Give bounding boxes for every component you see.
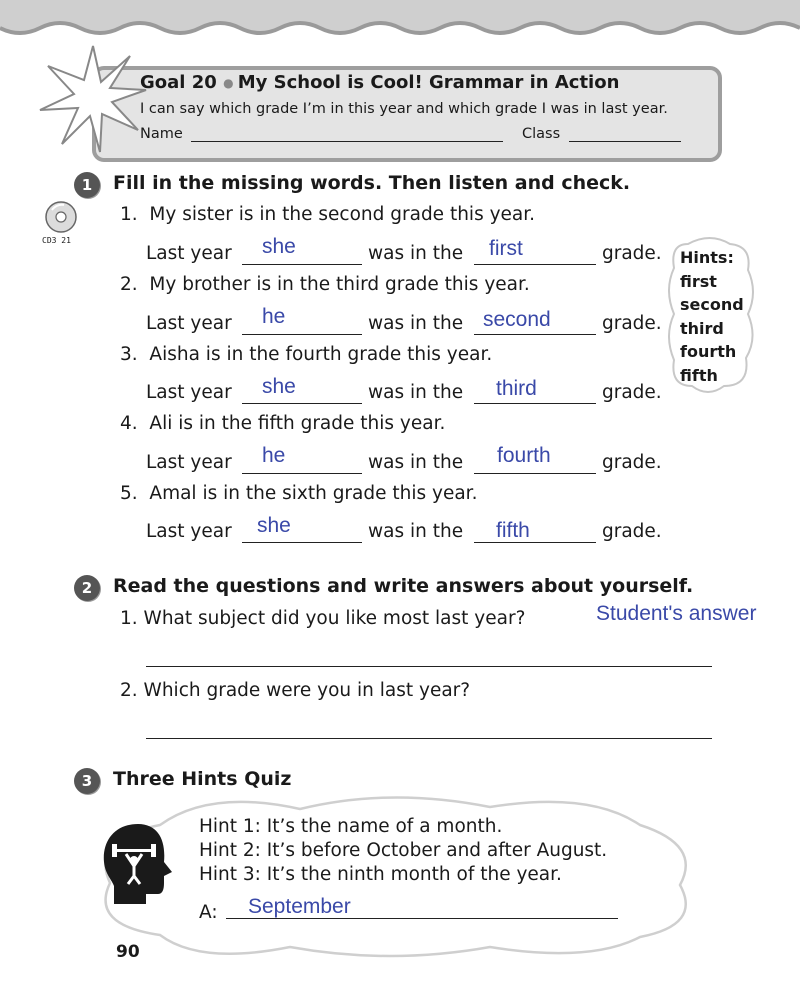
item-4-answer-1: he: [262, 444, 286, 467]
item-1-blank-1[interactable]: [242, 238, 362, 265]
section-number-1: 1: [74, 172, 100, 198]
item-3-answer-2: third: [496, 377, 537, 400]
was-in-the-label: was in the: [368, 521, 464, 542]
grade-label: grade.: [602, 243, 662, 264]
last-year-label: Last year: [146, 521, 232, 542]
last-year-label: Last year: [146, 382, 232, 403]
cd-track-label: CD3 21: [42, 236, 71, 245]
item-5-answer-1: she: [257, 514, 291, 537]
cd-icon: [44, 200, 78, 234]
last-year-label: Last year: [146, 313, 232, 334]
quiz-hint-1: Hint 1: It’s the name of a month.: [199, 816, 503, 837]
question-2-answer-line[interactable]: [146, 712, 712, 739]
was-in-the-label: was in the: [368, 313, 464, 334]
star-burst-icon: [38, 44, 148, 154]
class-label: Class: [522, 126, 561, 142]
name-class-row: [140, 126, 681, 142]
section1-heading: Fill in the missing words. Then listen and check.: [113, 172, 631, 194]
was-in-the-label: was in the: [368, 452, 464, 473]
item-3-sentence: 3. Aisha is in the fourth grade this year.: [120, 344, 493, 365]
hints-list: [680, 246, 744, 387]
item-3-blank-1[interactable]: [242, 377, 362, 404]
item-4-answer-2: fourth: [497, 444, 551, 467]
quiz-hint-2: Hint 2: It’s before October and after August.: [199, 840, 608, 861]
hint-word: second: [680, 295, 744, 314]
item-1-sentence: 1. My sister is in the second grade this year.: [120, 204, 536, 225]
thinking-head-icon: [100, 822, 178, 906]
question-1-answer-line[interactable]: [146, 640, 712, 667]
hints-title: Hints:: [680, 248, 734, 267]
hint-word: third: [680, 318, 724, 338]
page-number: 90: [116, 942, 140, 962]
grade-label: grade.: [602, 452, 662, 473]
section-number-2: 2: [74, 575, 100, 601]
name-label: Name: [140, 126, 183, 142]
item-5-sentence: 5. Amal is in the sixth grade this year.: [120, 483, 478, 504]
quiz-hint-3: Hint 3: It’s the ninth month of the year.: [199, 864, 562, 885]
item-1-answer-1: she: [262, 235, 296, 258]
quiz-answer: September: [248, 895, 351, 918]
last-year-label: Last year: [146, 452, 232, 473]
class-field[interactable]: [569, 141, 681, 142]
item-2-sentence: 2. My brother is in the third grade this year.: [120, 274, 530, 295]
hint-word: fourth: [680, 342, 737, 361]
question-1: 1. What subject did you like most last year?: [120, 608, 526, 629]
item-2-blank-1[interactable]: [242, 308, 362, 335]
grade-label: grade.: [602, 382, 662, 403]
item-5-answer-2: fifth: [496, 519, 530, 542]
grade-label: grade.: [602, 521, 662, 542]
item-5-blank-2[interactable]: [474, 516, 596, 543]
question-1-answer: Student's answer: [596, 602, 757, 625]
was-in-the-label: was in the: [368, 243, 464, 264]
last-year-label: Last year: [146, 243, 232, 264]
item-4-sentence: 4. Ali is in the fifth grade this year.: [120, 413, 446, 434]
item-4-blank-1[interactable]: [242, 447, 362, 474]
goal-subtitle: I can say which grade I’m in this year and which grade I was in last year.: [140, 101, 668, 117]
item-2-answer-1: he: [262, 305, 286, 328]
section3-heading: Three Hints Quiz: [113, 768, 292, 790]
hint-word: first: [680, 271, 717, 291]
item-3-answer-1: she: [262, 375, 296, 398]
section2-heading: Read the questions and write answers about yourself.: [113, 575, 694, 597]
hint-word: fifth: [680, 365, 718, 385]
name-field[interactable]: [191, 141, 503, 142]
question-2: 2. Which grade were you in last year?: [120, 680, 471, 701]
item-2-answer-2: second: [483, 308, 551, 331]
was-in-the-label: was in the: [368, 382, 464, 403]
grade-label: grade.: [602, 313, 662, 334]
goal-title: Goal 20 ● My School is Cool! Grammar in Action: [140, 72, 620, 93]
quiz-answer-label: A:: [199, 902, 218, 923]
item-1-answer-2: first: [489, 237, 523, 260]
section-number-3: 3: [74, 768, 100, 794]
